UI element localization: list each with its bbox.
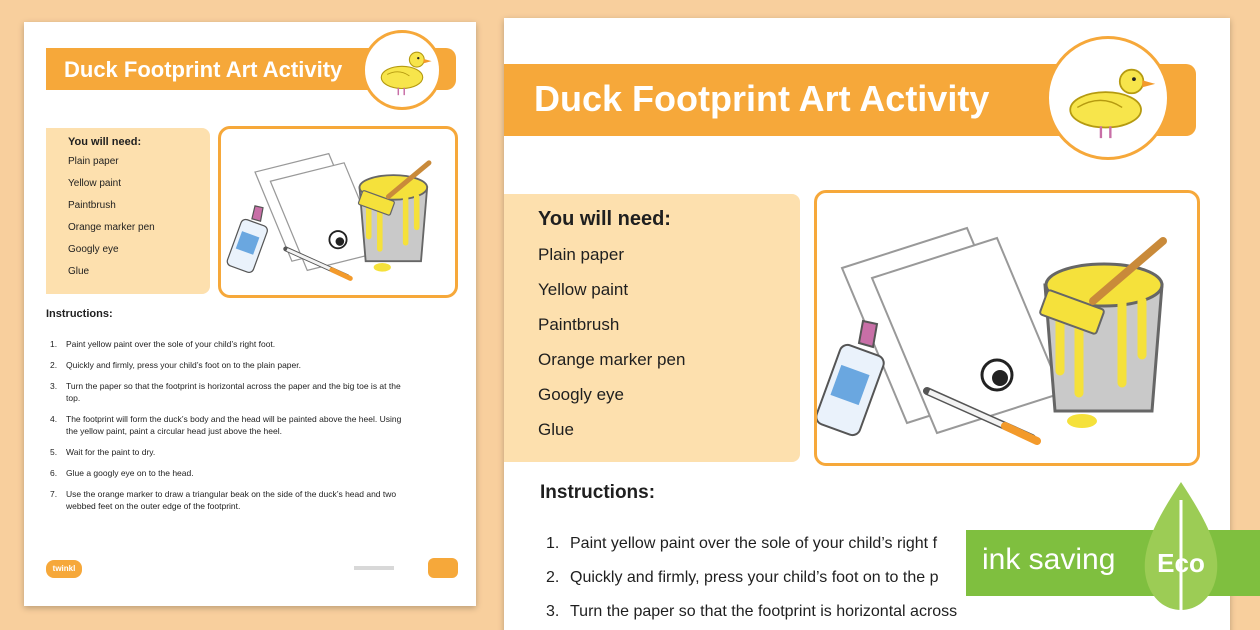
eco-label: Eco [1157, 548, 1205, 578]
material-item: Yellow paint [538, 280, 629, 299]
step-number: 5. [50, 447, 58, 457]
material-item: Paintbrush [538, 315, 620, 334]
materials-list [46, 156, 210, 288]
materials-panel [504, 194, 800, 462]
step-number: 1. [50, 339, 58, 349]
leaf-icon [1136, 480, 1226, 620]
glue-bottle-illustration [226, 206, 269, 274]
step-text: Glue a googly eye on to the head. [66, 468, 194, 478]
material-item: Plain paper [538, 245, 625, 264]
instruction-step [46, 413, 446, 437]
step-number: 3. [50, 381, 58, 391]
paint-bucket-illustration [358, 163, 429, 272]
instruction-step [46, 488, 446, 512]
twinkl-logo: twinkl [46, 560, 82, 578]
instruction-step [46, 359, 446, 371]
worksheet-title: Duck Footprint Art Activity [504, 64, 1196, 136]
step-text: Turn the paper so that the footprint is horizontal across the paper and the big toe is at the top. [66, 381, 401, 403]
material-item: Glue [538, 420, 574, 439]
instruction-step [46, 380, 446, 404]
step-text: Wait for the paint to dry. [66, 447, 156, 457]
instruction-step [46, 338, 446, 350]
step-text: Use the orange marker to draw a triangular beak on the side of the duck’s head and two webbed feet on the outer edge of the footprint. [66, 489, 397, 511]
step-number: 2. [546, 569, 560, 586]
step-number: 7. [50, 489, 58, 499]
instruction-step [46, 446, 446, 458]
materials-heading: You will need: [68, 136, 142, 148]
material-item: Plain paper [68, 156, 119, 167]
instructions-section [46, 308, 446, 521]
step-text: Paint yellow paint over the sole of your child’s right f [570, 535, 938, 552]
step-number: 4. [50, 414, 58, 424]
step-text: Paint yellow paint over the sole of your child’s right foot. [66, 339, 276, 349]
material-item: Yellow paint [68, 178, 122, 189]
step-text: Quickly and firmly, press your child’s foot on to the plain paper. [66, 360, 301, 370]
instructions-list [46, 338, 446, 512]
footer-url-placeholder [354, 564, 414, 572]
instruction-step [46, 467, 446, 479]
material-item: Orange marker pen [538, 350, 686, 369]
materials-list [504, 245, 800, 455]
material-item: Paintbrush [68, 200, 116, 211]
material-item: Googly eye [538, 385, 624, 404]
worksheet-title: Duck Footprint Art Activity [46, 48, 456, 90]
worksheet-preview-small [24, 22, 476, 606]
paint-bucket-illustration [1039, 241, 1163, 428]
step-text: Quickly and firmly, press your child’s foot on to the p [570, 569, 939, 586]
step-number: 6. [50, 468, 58, 478]
material-item: Googly eye [68, 244, 119, 255]
material-item: Orange marker pen [68, 222, 155, 233]
materials-panel [46, 128, 210, 294]
materials-illustration [218, 126, 458, 298]
duck-icon [362, 30, 442, 110]
instructions-heading: Instructions: [46, 308, 113, 320]
step-number: 1. [546, 535, 560, 552]
step-text: Turn the paper so that the footprint is horizontal across [570, 603, 958, 620]
materials-illustration [814, 190, 1200, 466]
materials-heading: You will need: [538, 208, 671, 230]
material-item: Glue [68, 266, 90, 277]
step-number: 2. [50, 360, 58, 370]
footer-brand-icon [428, 558, 458, 578]
instructions-heading: Instructions: [540, 482, 656, 503]
ink-saving-label: ink saving [982, 543, 1116, 576]
instruction-step [540, 602, 1230, 622]
googly-eye-illustration [982, 360, 1012, 390]
step-text: The footprint will form the duck’s body and the head will be painted above the heel. Using the yellow paint, paint a circular head just above the heel. [66, 414, 402, 436]
step-number: 3. [546, 603, 560, 620]
googly-eye-illustration [329, 231, 346, 248]
duck-icon [1046, 36, 1170, 160]
